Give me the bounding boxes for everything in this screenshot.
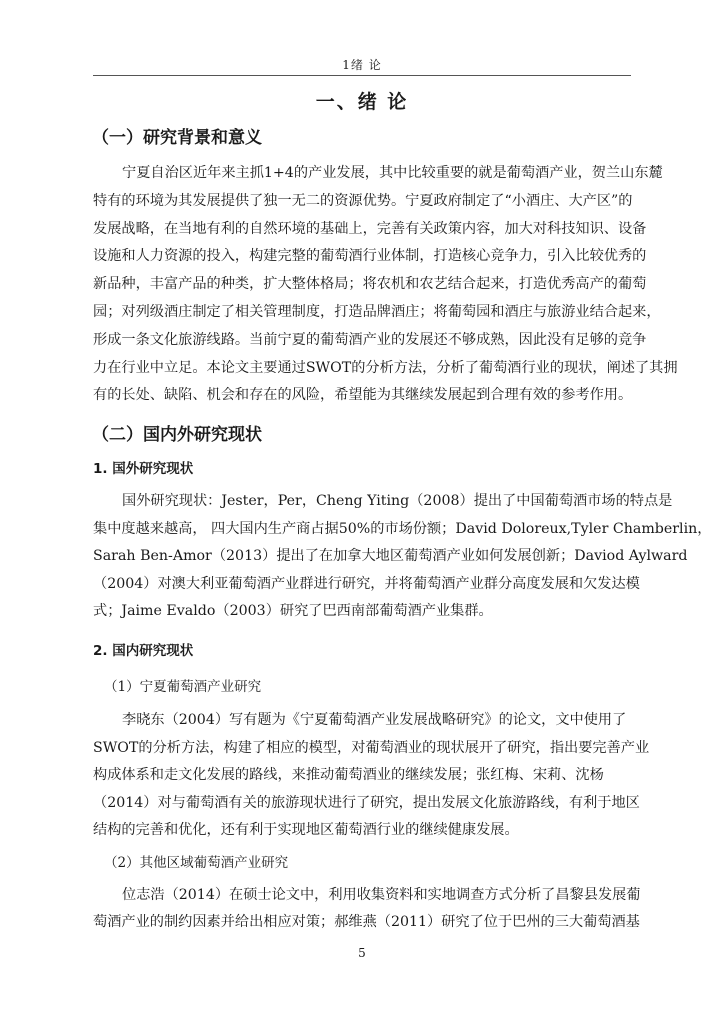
paragraph-line: 结构的完善和优化，还有利于实现地区葡萄酒行业的继续健康发展。 — [93, 822, 519, 838]
section-heading-research-status: （二）国内外研究现状 — [92, 425, 262, 445]
paragraph-line: 园；对列级酒庄制定了相关管理制度，打造品牌酒庄；将葡萄园和酒庄与旅游业结合起来， — [93, 304, 661, 320]
paragraph-line: 集中度越来越高， 四大国内生产商占据50%的市场份额；David Doloreux,Tyler Chamberlin， — [93, 521, 712, 537]
paragraph-line: 设施和人力资源的投入，构建完整的葡萄酒行业体制，打造核心竞争力，引入比较优秀的 — [93, 248, 647, 264]
paragraph-line: SWOT的分析方法，构建了相应的模型，对葡萄酒业的现状展开了研究，指出要完善产业 — [93, 740, 650, 756]
subsection-heading-domestic: 2. 国内研究现状 — [93, 643, 194, 659]
subsubsection-heading-ningxia: （1）宁夏葡萄酒产业研究 — [104, 679, 262, 695]
section-heading-background: （一）研究背景和意义 — [92, 128, 262, 148]
paragraph-line: 新品种，丰富产品的种类，扩大整体格局；将农机和农艺结合起来，打造优秀高产的葡萄 — [93, 276, 647, 292]
page-number: 5 — [358, 946, 366, 960]
paragraph-line: 位志浩（2014）在硕士论文中，利用收集资料和实地调查方式分析了昌黎县发展葡 — [122, 887, 641, 903]
paragraph-line: （2014）对与葡萄酒有关的旅游现状进行了研究，提出发展文化旅游路线，有利于地区 — [93, 795, 640, 811]
header-divider — [93, 75, 631, 76]
paragraph-line: 发展战略，在当地有利的自然环境的基础上，完善有关政策内容，加大对科技知识、设备 — [93, 221, 647, 237]
paragraph-line: 构成体系和走文化发展的路线，来推动葡萄酒业的继续发展；张红梅、宋莉、沈杨 — [93, 767, 604, 783]
paragraph-line: （2004）对澳大利亚葡萄酒产业群进行研究，并将葡萄酒产业群分高度发展和欠发达模 — [93, 576, 640, 592]
paragraph-line: 力在行业中立足。本论文主要通过SWOT的分析方法，分析了葡萄酒行业的现状，阐述了其拥 — [93, 360, 678, 376]
paragraph-line: 有的长处、缺陷、机会和存在的风险，希望能为其继续发展起到合理有效的参考作用。 — [93, 387, 633, 403]
subsection-heading-foreign: 1. 国外研究现状 — [93, 461, 194, 477]
paragraph-line: Sarah Ben-Amor（2013）提出了在加拿大地区葡萄酒产业如何发展创新；Daviod Aylward — [93, 548, 688, 564]
paragraph-line: 特有的环境为其发展提供了独一无二的资源优势。宁夏政府制定了“小酒庄、大产区”的 — [93, 193, 633, 209]
paragraph-line: 李晓东（2004）写有题为《宁夏葡萄酒产业发展战略研究》的论文，文中使用了 — [122, 712, 627, 728]
paragraph-line: 萄酒产业的制约因素并给出相应对策；郝维燕（2011）研究了位于巴州的三大葡萄酒基 — [93, 914, 640, 930]
paragraph-line: 形成一条文化旅游线路。当前宁夏的葡萄酒产业的发展还不够成熟，因此没有足够的竞争 — [93, 332, 647, 348]
subsubsection-heading-other-regions: （2）其他区域葡萄酒产业研究 — [104, 855, 289, 871]
paragraph-line: 宁夏自治区近年来主抓1+4的产业发展，其中比较重要的就是葡萄酒产业，贺兰山东麓 — [122, 165, 663, 181]
running-header: 1绪 论 — [342, 58, 382, 72]
chapter-title: 一、绪 论 — [315, 91, 409, 113]
paragraph-line: 国外研究现状：Jester，Per，Cheng Yiting（2008）提出了中国葡萄酒市场的特点是 — [122, 493, 673, 509]
paragraph-line: 式；Jaime Evaldo（2003）研究了巴西南部葡萄酒产业集群。 — [93, 603, 493, 619]
